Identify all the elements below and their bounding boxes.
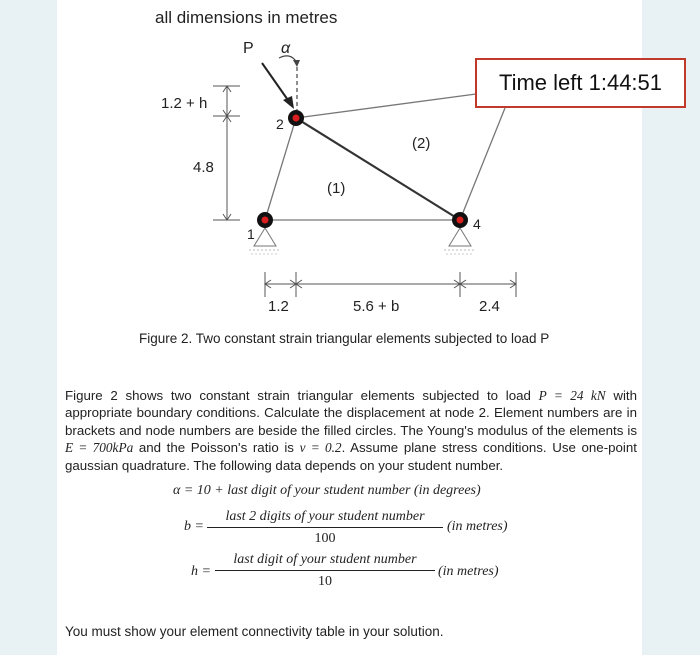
h-numerator: last digit of your student number <box>215 552 435 571</box>
poisson-ratio-equation: v = 0.2 <box>299 440 342 456</box>
dim-left-bottom: 4.8 <box>193 159 214 176</box>
alpha-equation: α = 10 + last digit of your student number (in degrees) <box>173 483 481 498</box>
problem-part-2: with appropriate boundary conditions. Calculate the displacement at node 2. Element numbers are in brackets and node numbers are beside the filled circles. The Young's modulus of the elements is <box>65 388 637 438</box>
timer-label: Time left 1:44:51 <box>498 70 663 95</box>
node-4 <box>452 212 468 228</box>
h-unit: (in metres) <box>438 564 499 579</box>
edge-1-2 <box>265 118 296 220</box>
h-denominator: 10 <box>318 574 332 589</box>
element-label-2: (2) <box>412 135 431 152</box>
problem-statement <box>65 387 637 474</box>
edge-2-4-thick <box>296 118 460 220</box>
b-equation-fraction <box>207 509 443 547</box>
h-equation-lhs: h = <box>191 564 211 579</box>
load-equation: P = 24 kN <box>538 388 606 403</box>
support-node-4 <box>444 228 476 254</box>
node-4-dot <box>457 217 464 224</box>
dimensions-note: all dimensions in metres <box>155 8 338 27</box>
b-unit: (in metres) <box>447 519 508 534</box>
node-label-1: 1 <box>247 226 255 242</box>
node-2-dot <box>293 115 300 122</box>
edge-4-3 <box>460 108 505 220</box>
dim-left-top: 1.2 + h <box>161 95 208 112</box>
problem-part-3: and the Poisson's ratio is <box>133 440 300 456</box>
left-dimension-lines <box>213 86 240 220</box>
b-equation-lhs: b = <box>184 519 204 534</box>
node-1 <box>257 212 273 228</box>
node-label-2: 2 <box>276 116 284 132</box>
load-arrow <box>262 56 300 110</box>
h-equation-fraction <box>215 552 435 590</box>
b-numerator: last 2 digits of your student number <box>207 509 443 528</box>
dim-bottom-2: 5.6 + b <box>353 298 400 315</box>
bottom-dimension-lines <box>265 272 516 297</box>
b-denominator: 100 <box>314 531 336 546</box>
element-label-1: (1) <box>327 180 346 197</box>
youngs-modulus-equation: E = 700kPa <box>65 440 134 456</box>
figure-caption: Figure 2. Two constant strain triangular elements subjected to load P <box>139 331 550 346</box>
connectivity-note: You must show your element connectivity table in your solution. <box>65 624 444 639</box>
node-label-4: 4 <box>473 216 481 232</box>
load-label: P <box>243 40 254 57</box>
problem-part-4: . Assume plane stress conditions. Use one-point gaussian quadrature. The following data depends on your student number. <box>65 440 637 473</box>
node-2 <box>288 110 304 126</box>
dim-bottom-1: 1.2 <box>268 298 289 315</box>
problem-part-1: Figure 2 shows two constant strain triangular elements subjected to load <box>65 388 539 403</box>
time-left-timer <box>475 58 686 108</box>
edge-2-3 <box>296 94 476 118</box>
dim-bottom-3: 2.4 <box>479 298 500 315</box>
angle-label: α <box>281 40 291 57</box>
node-1-dot <box>262 217 269 224</box>
